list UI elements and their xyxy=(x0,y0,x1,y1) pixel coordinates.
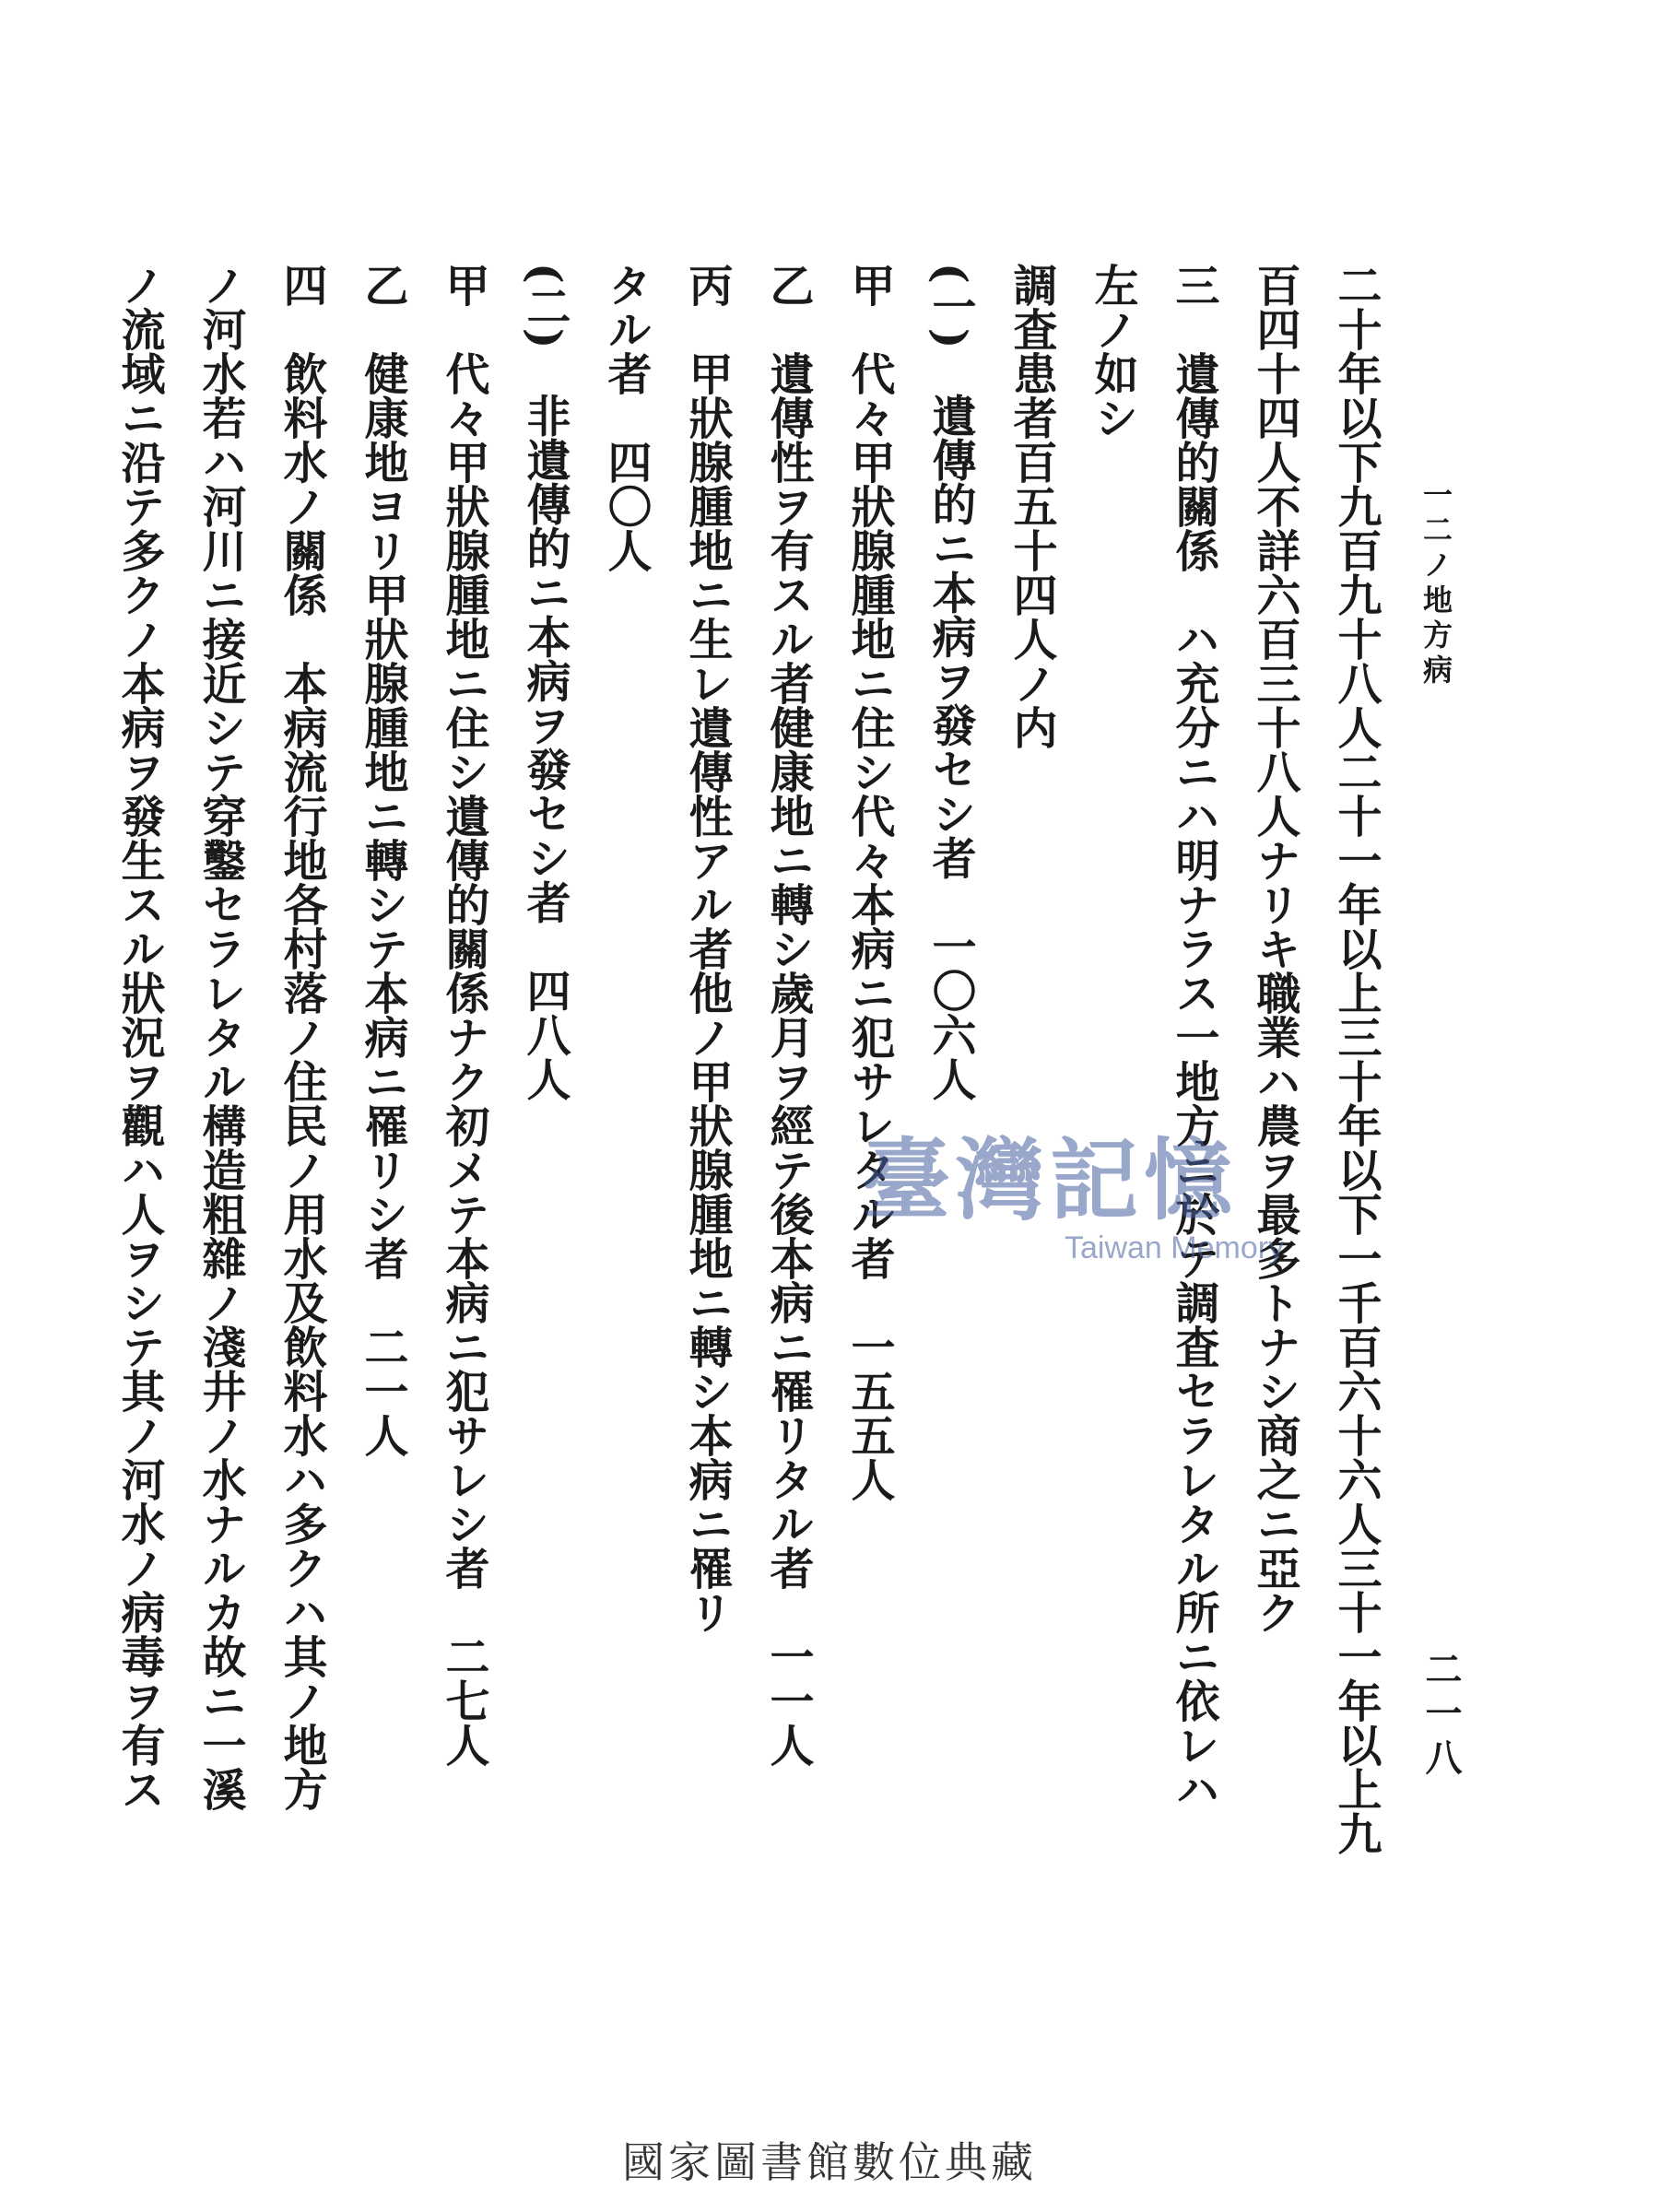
text-line: 乙 遺傳性ヲ有スル者健康地ニ轉シ歲月ヲ經テ後本病ニ罹リタル者 一一人 xyxy=(762,263,814,1767)
text-line: 調査患者百五十四人ノ内 xyxy=(1006,263,1057,749)
running-head: 一二ノ地方病 xyxy=(1418,479,1453,689)
text-line: (一) 遺傳的ニ本病ヲ發セシ者 一〇六人 xyxy=(924,263,976,1101)
text-line: 左ノ如シ xyxy=(1087,263,1138,440)
text-line: 四 飲料水ノ關係 本病流行地各村落ノ住民ノ用水及飲料水ハ多クハ其ノ地方 xyxy=(276,263,327,1811)
text-line: 乙 健康地ヨリ甲狀腺腫地ニ轉シテ本病ニ罹リシ者 二一人 xyxy=(357,263,408,1457)
watermark-subtitle: Taiwan Memory xyxy=(1065,1230,1285,1265)
footer-credit: 國家圖書館數位典藏 xyxy=(622,2137,1037,2187)
watermark-title: 臺灣記憶 xyxy=(862,1128,1238,1232)
text-line: 甲 代々甲狀腺腫地ニ住シ代々本病ニ犯サレタル者 一五五人 xyxy=(843,263,895,1501)
text-line: ノ流域ニ沿テ多クノ本病ヲ發生スル狀況ヲ觀ハ人ヲシテ其ノ河水ノ病毒ヲ有ス xyxy=(113,263,165,1811)
text-line: 二十年以下九百九十八人二十一年以上三十年以下一千百六十六人三十一年以上九 xyxy=(1330,263,1382,1855)
text-line: ノ河水若ハ河川ニ接近シテ穿鑿セラレタル構造粗雜ノ淺井ノ水ナルカ故ニ一溪 xyxy=(194,263,246,1811)
text-line: タル者 四〇人 xyxy=(600,263,652,572)
text-line: 丙 甲狀腺腫地ニ生レ遺傳性アル者他ノ甲狀腺腫地ニ轉シ本病ニ罹リ xyxy=(681,263,733,1634)
text-line: 百四十四人不詳六百三十八人ナリキ職業ハ農ヲ最多トナシ商之ニ亞ク xyxy=(1249,263,1300,1634)
page-number: 二一八 xyxy=(1419,1650,1463,1783)
text-line: 甲 代々甲狀腺腫地ニ住シ遺傳的關係ナク初メテ本病ニ犯サレシ者 二七人 xyxy=(438,263,489,1767)
text-line: (二) 非遺傳的ニ本病ヲ發セシ者 四八人 xyxy=(519,263,571,1101)
text-line: 三 遺傳的關係 ハ充分ニハ明ナラス一地方ニ於テ調査セラレタル所ニ依レハ xyxy=(1168,263,1219,1811)
